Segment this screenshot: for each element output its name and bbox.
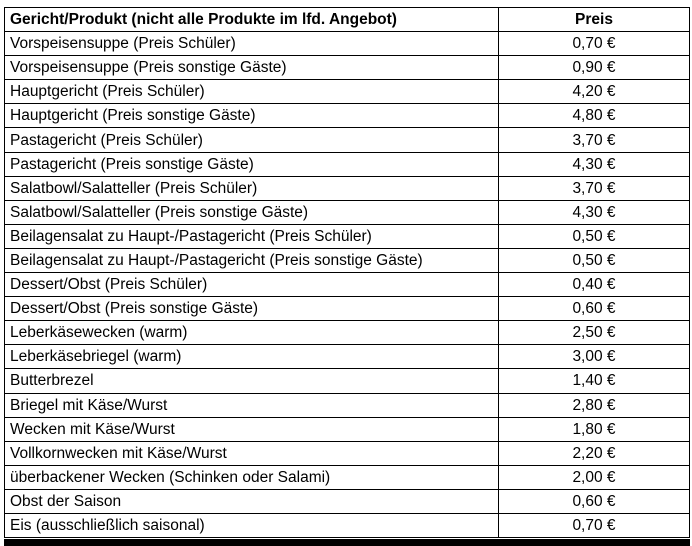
price-cell: 0,60 €: [499, 297, 690, 321]
price-cell: 4,20 €: [499, 80, 690, 104]
product-cell: Dessert/Obst (Preis sonstige Gäste): [5, 297, 499, 321]
price-cell: 3,00 €: [499, 345, 690, 369]
table-row: [5, 128, 690, 152]
table-row: [5, 297, 690, 321]
price-cell: 0,90 €: [499, 56, 690, 80]
product-cell: Beilagensalat zu Haupt-/Pastagericht (Preis Schüler): [5, 224, 499, 248]
product-cell: Vollkornwecken mit Käse/Wurst: [5, 441, 499, 465]
table-row: [5, 176, 690, 200]
product-cell: Eis (ausschließlich saisonal): [5, 513, 499, 537]
product-cell: Hauptgericht (Preis Schüler): [5, 80, 499, 104]
table-row: [5, 321, 690, 345]
product-cell: Leberkäsebriegel (warm): [5, 345, 499, 369]
table-row: [5, 417, 690, 441]
product-cell: Salatbowl/Salatteller (Preis sonstige Gäste): [5, 200, 499, 224]
price-cell: 4,30 €: [499, 152, 690, 176]
product-cell: Pastagericht (Preis Schüler): [5, 128, 499, 152]
price-cell: 2,00 €: [499, 465, 690, 489]
table-row: [5, 345, 690, 369]
price-cell: 0,70 €: [499, 513, 690, 537]
product-cell: Pastagericht (Preis sonstige Gäste): [5, 152, 499, 176]
table-body: [5, 32, 690, 538]
product-cell: Dessert/Obst (Preis Schüler): [5, 273, 499, 297]
table-row: [5, 465, 690, 489]
product-cell: Leberkäsewecken (warm): [5, 321, 499, 345]
table-row: [5, 393, 690, 417]
price-cell: 1,80 €: [499, 417, 690, 441]
price-table: [4, 7, 690, 538]
product-cell: Briegel mit Käse/Wurst: [5, 393, 499, 417]
price-cell: 1,40 €: [499, 369, 690, 393]
product-cell: Beilagensalat zu Haupt-/Pastagericht (Preis sonstige Gäste): [5, 248, 499, 272]
price-cell: 0,60 €: [499, 489, 690, 513]
price-cell: 2,20 €: [499, 441, 690, 465]
product-cell: überbackener Wecken (Schinken oder Salami): [5, 465, 499, 489]
table-row: [5, 104, 690, 128]
price-cell: 2,50 €: [499, 321, 690, 345]
price-cell: 0,50 €: [499, 224, 690, 248]
price-column-header: Preis: [499, 8, 690, 32]
table-row: [5, 513, 690, 537]
table-bottom-border: [4, 539, 690, 546]
price-cell: 0,70 €: [499, 32, 690, 56]
table-row: [5, 489, 690, 513]
price-cell: 3,70 €: [499, 128, 690, 152]
price-cell: 4,30 €: [499, 200, 690, 224]
product-cell: Hauptgericht (Preis sonstige Gäste): [5, 104, 499, 128]
table-row: [5, 248, 690, 272]
table-row: [5, 152, 690, 176]
product-column-header: Gericht/Produkt (nicht alle Produkte im lfd. Angebot): [5, 8, 499, 32]
table-row: [5, 32, 690, 56]
table-row: [5, 80, 690, 104]
product-cell: Wecken mit Käse/Wurst: [5, 417, 499, 441]
product-cell: Butterbrezel: [5, 369, 499, 393]
product-cell: Vorspeisensuppe (Preis Schüler): [5, 32, 499, 56]
table-row: [5, 369, 690, 393]
table-row: [5, 441, 690, 465]
product-cell: Salatbowl/Salatteller (Preis Schüler): [5, 176, 499, 200]
table-row: [5, 224, 690, 248]
price-cell: 3,70 €: [499, 176, 690, 200]
table-row: [5, 200, 690, 224]
table-row: [5, 56, 690, 80]
table-row: [5, 273, 690, 297]
price-cell: 4,80 €: [499, 104, 690, 128]
price-cell: 2,80 €: [499, 393, 690, 417]
price-cell: 0,40 €: [499, 273, 690, 297]
table-header-row: [5, 8, 690, 32]
price-cell: 0,50 €: [499, 248, 690, 272]
product-cell: Obst der Saison: [5, 489, 499, 513]
product-cell: Vorspeisensuppe (Preis sonstige Gäste): [5, 56, 499, 80]
